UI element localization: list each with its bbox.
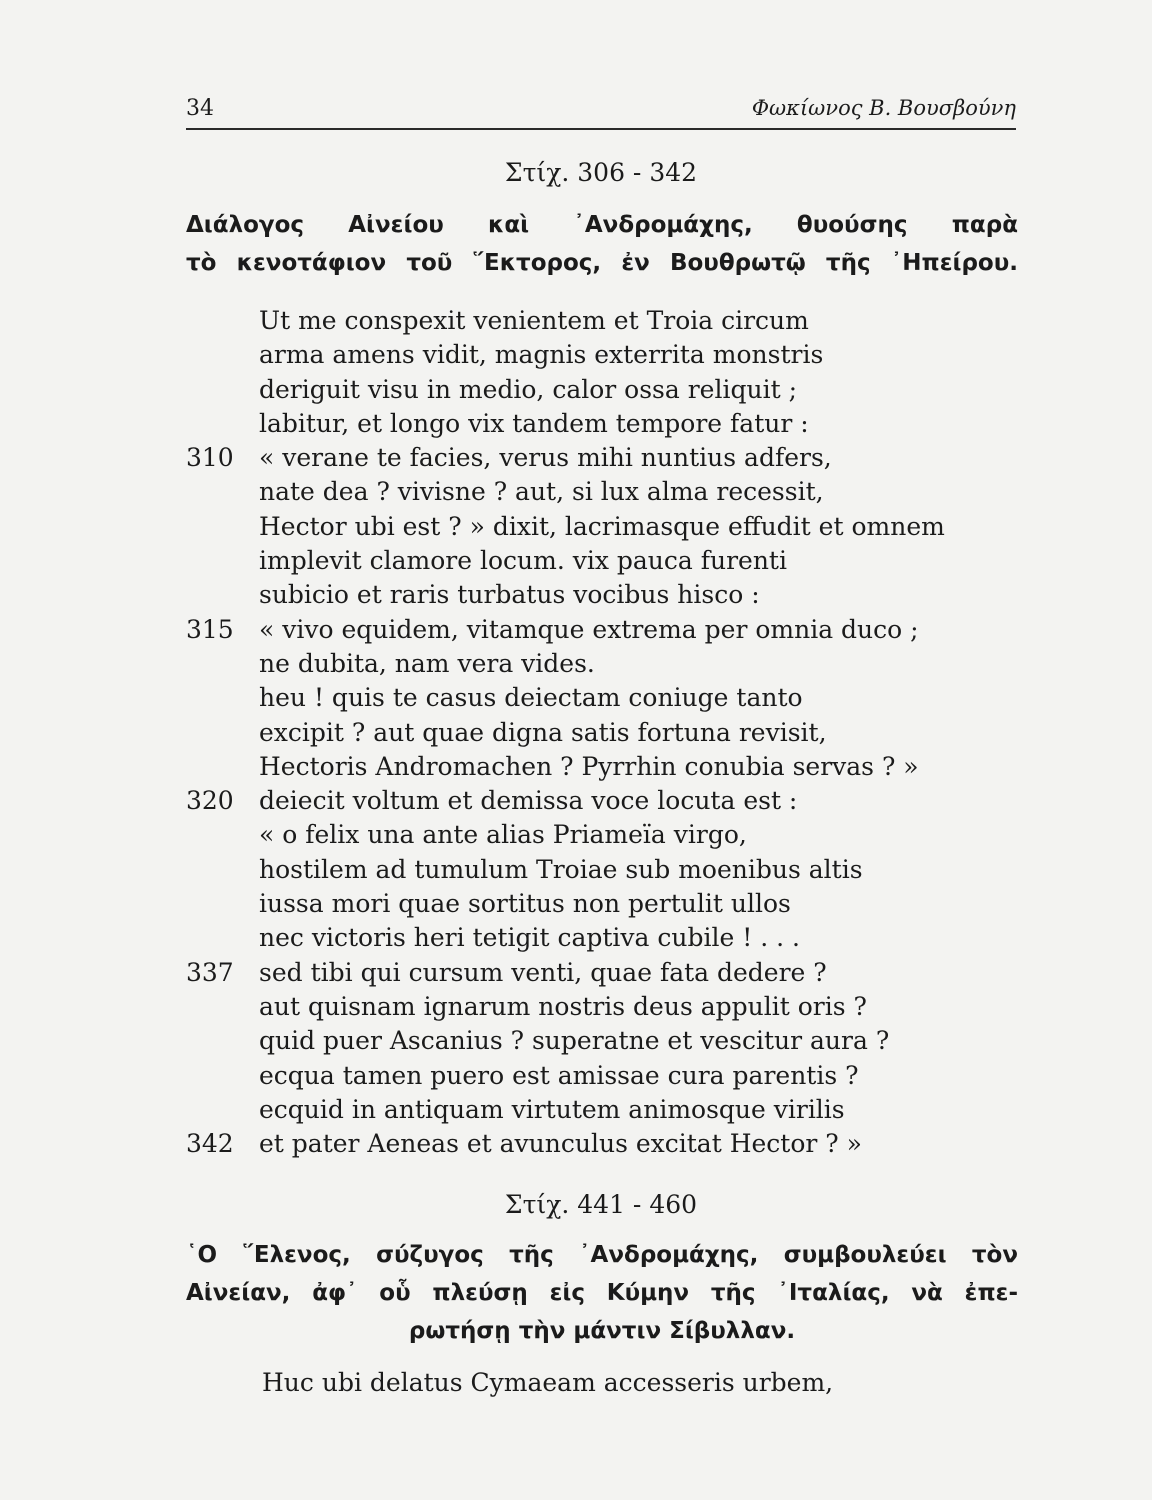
section-label-1: Στίχ. 306 - 342	[504, 158, 698, 187]
verse-text: ne dubita, nam vera vides.	[259, 648, 595, 678]
verse-line	[186, 818, 1016, 852]
verse-line	[186, 887, 1016, 921]
line-number: 342	[186, 1129, 234, 1159]
verse-text: « vivo equidem, vitamque extrema per omnia duco ;	[259, 614, 919, 644]
verse-line	[186, 441, 1016, 475]
verse-line	[186, 1093, 1016, 1127]
verse-text: ecquid in antiquam virtutem animosque virilis	[259, 1094, 845, 1124]
verse-line	[186, 921, 1016, 955]
verse-line	[186, 613, 1016, 647]
verse-text: deiecit voltum et demissa voce locuta est :	[259, 786, 798, 816]
verse-line	[186, 475, 1016, 509]
verse-text: hostilem ad tumulum Troiae sub moenibus altis	[259, 854, 863, 884]
verse-line	[186, 853, 1016, 887]
verse-line	[186, 510, 1016, 544]
verse-line	[186, 1024, 1016, 1058]
verse-text: excipit ? aut quae digna satis fortuna revisit,	[259, 717, 827, 747]
verse-line: Huc ubi delatus Cymaeam accesseris urbem,	[262, 1368, 834, 1397]
line-number: 337	[186, 957, 234, 987]
verse-text: implevit clamore locum. vix pauca furenti	[259, 546, 787, 576]
verse-line	[186, 956, 1016, 990]
verse-text: Ut me conspexit venientem et Troia circum	[259, 306, 809, 335]
verse-block	[186, 304, 1016, 1161]
verse-line	[186, 373, 1016, 407]
verse-line	[186, 304, 1016, 338]
section-label-2: Στίχ. 441 - 460	[504, 1190, 698, 1219]
page-number: 34	[186, 96, 214, 121]
verse-line	[186, 750, 1016, 784]
verse-line	[186, 716, 1016, 750]
verse-text: heu ! quis te casus deiectam coniuge tanto	[259, 683, 803, 713]
verse-text: « verane te facies, verus mihi nuntius adfers,	[259, 443, 832, 473]
verse-text: iussa mori quae sortitus non pertulit ullos	[259, 889, 791, 919]
verse-text: « o felix una ante alias Priameïa virgo,	[259, 820, 747, 850]
verse-text: nate dea ? vivisne ? aut, si lux alma recessit,	[259, 477, 824, 507]
verse-line	[186, 681, 1016, 715]
running-author: Φωκίωνος Β. Βουσβούνη	[751, 96, 1016, 120]
verse-text: aut quisnam ignarum nostris deus appulit oris ?	[259, 991, 867, 1021]
verse-text: nec victoris heri tetigit captiva cubile ! . . .	[259, 923, 800, 953]
verse-text: arma amens vidit, magnis exterrita monstris	[259, 340, 824, 370]
verse-line	[186, 1127, 1016, 1161]
verse-text: quid puer Ascanius ? superatne et vescitur aura ?	[259, 1026, 890, 1056]
heading-line: ῾Ο ῞Ελενος, σύζυγος τῆς ᾿Ανδρομάχης, συμβουλεύει τὸν	[186, 1242, 1018, 1268]
verse-line	[186, 784, 1016, 818]
verse-line	[186, 338, 1016, 372]
verse-text: et pater Aeneas et avunculus excitat Hector ? »	[259, 1129, 862, 1159]
verse-line	[186, 990, 1016, 1024]
line-number: 310	[186, 443, 234, 473]
verse-text: subicio et raris turbatus vocibus hisco :	[259, 580, 760, 610]
heading-line: ρωτήσῃ τὴν μάντιν Σίβυλλαν.	[408, 1318, 796, 1344]
running-head	[186, 96, 1016, 130]
section-heading-2	[186, 1236, 1018, 1350]
verse-line	[186, 544, 1016, 578]
heading-line: τὸ κενοτάφιον τοῦ ῞Εκτορος, ἐν Βουθρωτῷ τῆς ᾿Ηπείρου.	[186, 250, 1018, 276]
line-number: 315	[186, 614, 234, 644]
verse-text: Hector ubi est ? » dixit, lacrimasque effudit et omnem	[259, 511, 945, 541]
verse-line	[186, 578, 1016, 612]
verse-line	[186, 647, 1016, 681]
verse-text: deriguit visu in medio, calor ossa reliquit ;	[259, 374, 797, 404]
verse-line	[186, 1059, 1016, 1093]
verse-line	[186, 407, 1016, 441]
heading-line: Αἰνείαν, ἀφ᾿ οὗ πλεύσῃ εἰς Κύμην τῆς ᾿Ιταλίας, νὰ ἐπε-	[186, 1280, 1018, 1306]
verse-text: Hectoris Andromachen ? Pyrrhin conubia servas ? »	[259, 751, 919, 781]
verse-text: sed tibi qui cursum venti, quae fata dedere ?	[259, 957, 827, 987]
verse-text: labitur, et longo vix tandem tempore fatur :	[259, 408, 809, 438]
section-heading-1	[186, 206, 1018, 282]
heading-line: Διάλογος Αἰνείου καὶ ᾿Ανδρομάχης, θυούσης παρὰ	[186, 212, 1018, 238]
verse-text: ecqua tamen puero est amissae cura parentis ?	[259, 1060, 859, 1090]
line-number: 320	[186, 786, 234, 816]
